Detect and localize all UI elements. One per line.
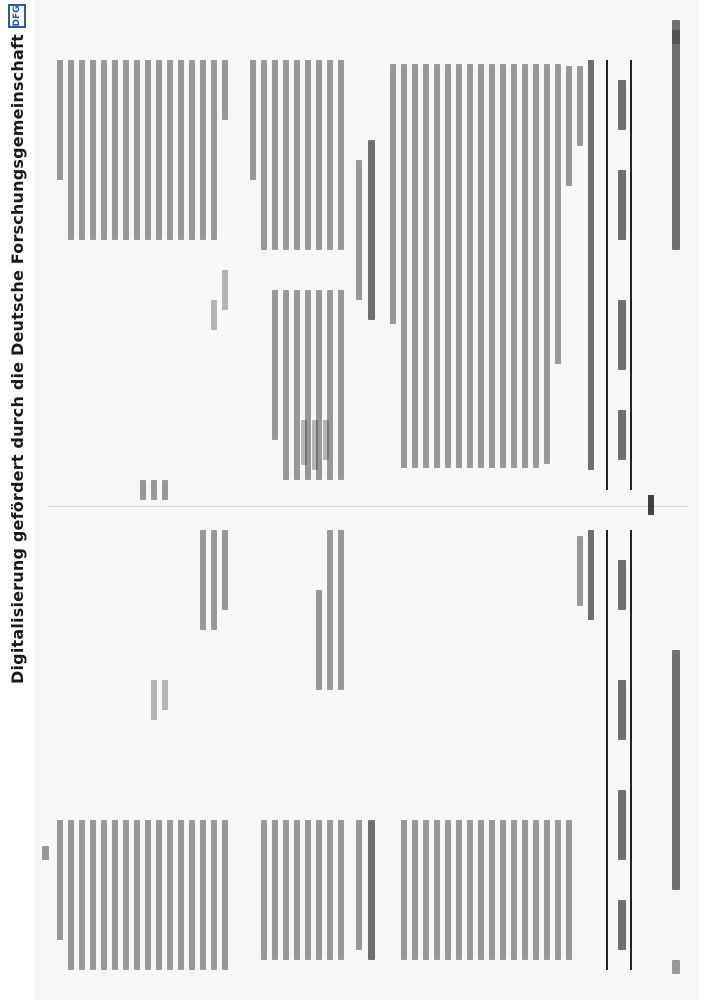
page-number-mark (672, 960, 680, 974)
running-head-line (672, 20, 680, 250)
upper-col-far-left (52, 60, 232, 490)
upper-text-block (388, 60, 598, 490)
centre-page-number (42, 846, 49, 860)
half-separator (648, 495, 654, 515)
column-header (618, 80, 626, 130)
funding-note: Digitalisierung gefördert durch die Deutsche Forschungsgemeinschaft (7, 34, 27, 684)
header-rule (606, 530, 608, 970)
column-header (618, 680, 626, 740)
lower-text-block (388, 530, 598, 970)
page-sheet (8, 0, 699, 1000)
section-title (368, 820, 375, 960)
column-header (618, 790, 626, 860)
header-rule (630, 530, 632, 970)
footer-funding (0, 0, 34, 1000)
section-subtitle (356, 820, 362, 950)
marginal-note (323, 420, 329, 460)
footer-band (0, 0, 34, 1000)
lower-col-left (52, 530, 232, 970)
header-rule (606, 60, 608, 490)
header-rule (630, 60, 632, 490)
column-header (618, 410, 626, 460)
column-header (618, 900, 626, 950)
column-header (618, 560, 626, 610)
column-header (618, 300, 626, 370)
section-title (368, 140, 375, 320)
running-head-line (672, 650, 680, 890)
marginal-note (312, 420, 318, 470)
upper-col-left (248, 60, 348, 490)
page-number-mark (672, 30, 680, 44)
column-header (618, 170, 626, 240)
dfg-logo: DFG (8, 4, 26, 28)
section-subtitle (356, 160, 362, 300)
marginal-note (301, 420, 307, 465)
lower-col-mid (248, 530, 348, 970)
half-separator (48, 506, 688, 507)
